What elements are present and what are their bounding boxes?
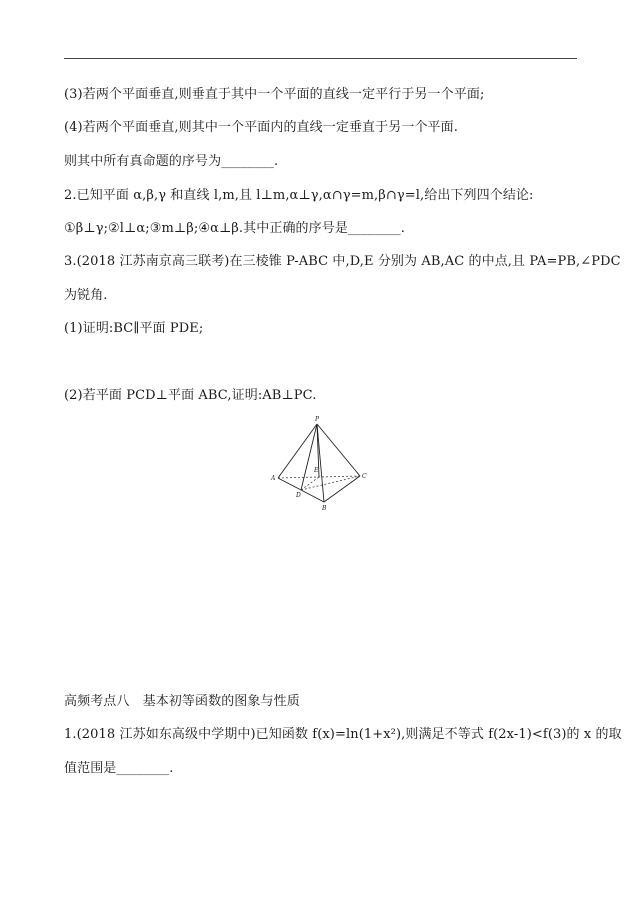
question-3-stem: 3.(2018 江苏南京高三联考)在三棱锥 P-ABC 中,D,E 分别为 AB,AC 的中点,且 PA=PB,∠PDC: [64, 254, 621, 269]
question-3-stem-cont: 为锐角.: [64, 288, 108, 303]
edge-bc: [324, 476, 360, 502]
question-3-part-2: (2)若平面 PCD⊥平面 ABC,证明:AB⊥PC.: [64, 388, 317, 403]
vertex-label-e: E: [314, 467, 319, 474]
tetrahedron-diagram: [270, 410, 380, 520]
header-rule: [64, 58, 577, 59]
statement-3: (3)若两个平面垂直,则垂直于其中一个平面的直线一定平行于另一个平面;: [64, 87, 485, 102]
question-2-options: ①β⊥γ;②l⊥α;③m⊥β;④α⊥β.其中正确的序号是________.: [64, 221, 405, 236]
tetrahedron-figure: [270, 410, 380, 520]
question-2-stem: 2.已知平面 α,β,γ 和直线 l,m,且 l⊥m,α⊥γ,α∩γ=m,β∩γ=l,给出下列四个结论:: [64, 188, 534, 203]
edge-pa: [278, 424, 317, 478]
vertex-label-c: C: [362, 473, 367, 480]
section-heading: 高频考点八 基本初等函数的图象与性质: [64, 694, 300, 709]
function-question-stem: 1.(2018 江苏如东高级中学期中)已知函数 f(x)=ln(1+x²),则满足不等式 f(2x-1)<f(3)的 x 的取: [64, 727, 622, 742]
function-question-stem-cont: 值范围是________.: [64, 761, 174, 776]
vertex-label-a: A: [271, 475, 276, 482]
answer-prompt: 则其中所有真命题的序号为________.: [64, 154, 279, 169]
edge-pc: [317, 424, 360, 476]
vertex-label-b: B: [322, 505, 327, 512]
statement-4: (4)若两个平面垂直,则其中一个平面内的直线一定垂直于另一个平面.: [64, 120, 458, 135]
vertex-label-p: P: [315, 416, 320, 423]
edge-dc-hidden: [301, 476, 360, 490]
vertex-label-d: D: [296, 492, 301, 499]
question-3-part-1: (1)证明:BC∥平面 PDE;: [64, 321, 204, 336]
